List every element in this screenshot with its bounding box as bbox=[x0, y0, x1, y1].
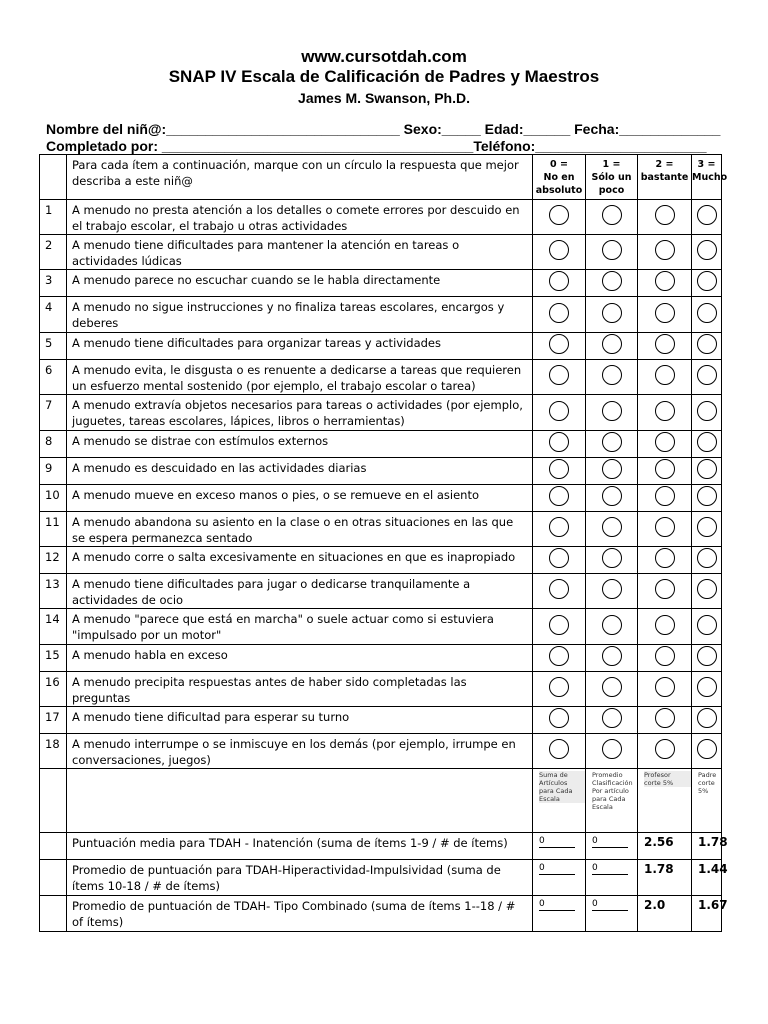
item-row bbox=[40, 485, 722, 512]
item-row bbox=[40, 609, 722, 645]
parent-header-text: Padre corte 5% bbox=[698, 771, 717, 795]
item-row bbox=[40, 431, 722, 458]
answer-circle-3[interactable] bbox=[697, 739, 717, 759]
option-cell bbox=[638, 333, 692, 360]
sum-cell bbox=[533, 896, 586, 932]
option-cell bbox=[533, 512, 586, 547]
item-number: 14 bbox=[40, 609, 67, 645]
scale-header-3 bbox=[692, 155, 728, 200]
option-cell bbox=[533, 707, 586, 734]
answer-circle-0[interactable] bbox=[549, 677, 569, 697]
scale-value: 1 = bbox=[602, 159, 621, 170]
option-cell bbox=[692, 512, 722, 547]
item-text: A menudo precipita respuestas antes de haber sido completadas las preguntas bbox=[67, 672, 533, 707]
avg-cell bbox=[586, 896, 638, 932]
option-cell bbox=[586, 574, 638, 609]
item-text: A menudo abandona su asiento en la clase o en otras situaciones en las que se espera permanezca sentado bbox=[67, 512, 533, 547]
scale-label: Mucho bbox=[692, 172, 728, 183]
item-number: 13 bbox=[40, 574, 67, 609]
option-cell bbox=[692, 297, 722, 333]
parent-cutoff: 1.78 bbox=[692, 833, 722, 860]
parent-cutoff: 1.44 bbox=[692, 860, 722, 896]
option-cell bbox=[533, 609, 586, 645]
item-row bbox=[40, 360, 722, 395]
summary-row bbox=[40, 860, 722, 896]
answer-circle-2[interactable] bbox=[655, 548, 675, 568]
item-text: A menudo parece no escuchar cuando se le habla directamente bbox=[67, 270, 533, 297]
option-cell bbox=[638, 395, 692, 431]
answer-circle-2[interactable] bbox=[655, 432, 675, 452]
option-cell bbox=[533, 574, 586, 609]
answer-circle-1[interactable] bbox=[602, 432, 622, 452]
option-cell bbox=[586, 734, 638, 769]
item-row bbox=[40, 574, 722, 609]
avg-cell bbox=[586, 833, 638, 860]
answer-circle-1[interactable] bbox=[602, 739, 622, 759]
header-row bbox=[40, 155, 722, 200]
item-text: A menudo tiene dificultades para organizar tareas y actividades bbox=[67, 333, 533, 360]
answer-circle-1[interactable] bbox=[602, 517, 622, 537]
answer-circle-0[interactable] bbox=[549, 615, 569, 635]
answer-circle-3[interactable] bbox=[697, 646, 717, 666]
summary-label: Promedio de puntuación para TDAH-Hiperactividad-Impulsividad (suma de ítems 10-18 / # de ítems) bbox=[67, 860, 533, 896]
option-cell bbox=[586, 512, 638, 547]
answer-circle-1[interactable] bbox=[602, 486, 622, 506]
sum-header bbox=[533, 769, 586, 833]
option-cell bbox=[638, 431, 692, 458]
option-cell bbox=[533, 333, 586, 360]
scale-header-0 bbox=[533, 155, 586, 200]
option-cell bbox=[638, 297, 692, 333]
option-cell bbox=[692, 200, 722, 235]
answer-circle-1[interactable] bbox=[602, 646, 622, 666]
option-cell bbox=[692, 609, 722, 645]
answer-circle-3[interactable] bbox=[697, 615, 717, 635]
answer-circle-2[interactable] bbox=[655, 205, 675, 225]
answer-circle-1[interactable] bbox=[602, 205, 622, 225]
option-cell bbox=[586, 200, 638, 235]
scale-header-1 bbox=[586, 155, 638, 200]
avg-cell bbox=[586, 860, 638, 896]
parent-header bbox=[692, 769, 722, 833]
scale-header-2 bbox=[638, 155, 692, 200]
answer-circle-0[interactable] bbox=[549, 303, 569, 323]
answer-circle-1[interactable] bbox=[602, 303, 622, 323]
rating-table bbox=[39, 154, 728, 932]
summary-row bbox=[40, 833, 722, 860]
answer-circle-3[interactable] bbox=[697, 517, 717, 537]
option-cell bbox=[533, 547, 586, 574]
item-text: A menudo no sigue instrucciones y no finaliza tareas escolares, encargos y deberes bbox=[67, 297, 533, 333]
item-number: 7 bbox=[40, 395, 67, 431]
answer-circle-2[interactable] bbox=[655, 646, 675, 666]
answer-circle-3[interactable] bbox=[697, 365, 717, 385]
answer-circle-1[interactable] bbox=[602, 548, 622, 568]
item-text: A menudo extravía objetos necesarios para tareas o actividades (por ejemplo, juguetes, tareas escolares, lápices, libros o herramientas) bbox=[67, 395, 533, 431]
answer-circle-2[interactable] bbox=[655, 486, 675, 506]
sum-field[interactable]: 0 bbox=[539, 835, 575, 848]
option-cell bbox=[638, 200, 692, 235]
answer-circle-1[interactable] bbox=[602, 401, 622, 421]
instruction-text: Para cada ítem a continuación, marque con un círculo la respuesta que mejor describa a este niñ@ bbox=[67, 155, 533, 200]
answer-circle-2[interactable] bbox=[655, 401, 675, 421]
item-row bbox=[40, 458, 722, 485]
teacher-cutoff: 1.78 bbox=[638, 860, 692, 896]
answer-circle-0[interactable] bbox=[549, 240, 569, 260]
item-number: 9 bbox=[40, 458, 67, 485]
answer-circle-2[interactable] bbox=[655, 708, 675, 728]
answer-circle-2[interactable] bbox=[655, 240, 675, 260]
item-number: 1 bbox=[40, 200, 67, 235]
answer-circle-0[interactable] bbox=[549, 271, 569, 291]
option-cell bbox=[692, 360, 722, 395]
option-cell bbox=[586, 431, 638, 458]
empty-cell bbox=[40, 896, 67, 932]
summary-label: Puntuación media para TDAH - Inatención (suma de ítems 1-9 / # de ítems) bbox=[67, 833, 533, 860]
item-row bbox=[40, 395, 722, 431]
answer-circle-0[interactable] bbox=[549, 708, 569, 728]
option-cell bbox=[533, 431, 586, 458]
option-cell bbox=[533, 200, 586, 235]
answer-circle-3[interactable] bbox=[697, 205, 717, 225]
option-cell bbox=[586, 547, 638, 574]
answer-circle-0[interactable] bbox=[549, 517, 569, 537]
option-cell bbox=[586, 333, 638, 360]
scale-label: bastante bbox=[640, 172, 689, 183]
item-text: A menudo interrumpe o se inmiscuye en los demás (por ejemplo, irrumpe en conversaciones, juegos) bbox=[67, 734, 533, 769]
answer-circle-0[interactable] bbox=[549, 548, 569, 568]
item-number: 18 bbox=[40, 734, 67, 769]
option-cell bbox=[692, 645, 722, 672]
option-cell bbox=[692, 333, 722, 360]
item-row bbox=[40, 333, 722, 360]
answer-circle-0[interactable] bbox=[549, 486, 569, 506]
teacher-header-text: Profesor corte 5% bbox=[644, 771, 691, 787]
option-cell bbox=[638, 734, 692, 769]
scale-label: Sólo un poco bbox=[591, 172, 632, 196]
item-text: A menudo se distrae con estímulos externos bbox=[67, 431, 533, 458]
option-cell bbox=[586, 297, 638, 333]
answer-circle-0[interactable] bbox=[549, 459, 569, 479]
item-text: A menudo evita, le disgusta o es renuente a dedicarse a tareas que requieren un esfuerzo mental sostenido (por ejemplo, el trabajo escolar o tarea) bbox=[67, 360, 533, 395]
option-cell bbox=[638, 458, 692, 485]
option-cell bbox=[586, 395, 638, 431]
option-cell bbox=[692, 270, 722, 297]
answer-circle-3[interactable] bbox=[697, 459, 717, 479]
answer-circle-2[interactable] bbox=[655, 303, 675, 323]
teacher-cutoff: 2.56 bbox=[638, 833, 692, 860]
option-cell bbox=[692, 431, 722, 458]
answer-circle-1[interactable] bbox=[602, 459, 622, 479]
item-row bbox=[40, 200, 722, 235]
option-cell bbox=[638, 235, 692, 270]
sum-cell bbox=[533, 860, 586, 896]
form-title: SNAP IV Escala de Calificación de Padres y Maestros bbox=[168, 67, 600, 86]
answer-circle-1[interactable] bbox=[602, 240, 622, 260]
answer-circle-0[interactable] bbox=[549, 401, 569, 421]
item-number: 8 bbox=[40, 431, 67, 458]
option-cell bbox=[586, 360, 638, 395]
item-row bbox=[40, 707, 722, 734]
option-cell bbox=[586, 672, 638, 707]
answer-circle-3[interactable] bbox=[697, 579, 717, 599]
answer-circle-1[interactable] bbox=[602, 615, 622, 635]
author-name: James M. Swanson, Ph.D. bbox=[298, 90, 470, 106]
item-text: A menudo tiene dificultades para mantener la atención en tareas o actividades lúdicas bbox=[67, 235, 533, 270]
option-cell bbox=[533, 297, 586, 333]
item-text: A menudo no presta atención a los detalles o comete errores por descuido en el trabajo escolar, el trabajo u otras actividades bbox=[67, 200, 533, 235]
item-number: 10 bbox=[40, 485, 67, 512]
answer-circle-3[interactable] bbox=[697, 401, 717, 421]
answer-circle-2[interactable] bbox=[655, 365, 675, 385]
item-row bbox=[40, 547, 722, 574]
item-number: 3 bbox=[40, 270, 67, 297]
answer-circle-2[interactable] bbox=[655, 334, 675, 354]
option-cell bbox=[692, 485, 722, 512]
option-cell bbox=[638, 609, 692, 645]
option-cell bbox=[533, 734, 586, 769]
option-cell bbox=[533, 360, 586, 395]
parent-cutoff: 1.67 bbox=[692, 896, 722, 932]
summary-header-row bbox=[40, 769, 722, 833]
option-cell bbox=[533, 235, 586, 270]
item-number: 5 bbox=[40, 333, 67, 360]
sum-cell bbox=[533, 833, 586, 860]
item-row bbox=[40, 297, 722, 333]
answer-circle-3[interactable] bbox=[697, 432, 717, 452]
answer-circle-2[interactable] bbox=[655, 517, 675, 537]
sum-field[interactable]: 0 bbox=[539, 898, 575, 911]
answer-circle-2[interactable] bbox=[655, 271, 675, 291]
answer-circle-0[interactable] bbox=[549, 579, 569, 599]
avg-header bbox=[586, 769, 638, 833]
sum-header-text: Suma de Artículos para Cada Escala bbox=[539, 771, 585, 803]
answer-circle-3[interactable] bbox=[697, 486, 717, 506]
answer-circle-2[interactable] bbox=[655, 615, 675, 635]
answer-circle-2[interactable] bbox=[655, 459, 675, 479]
answer-circle-2[interactable] bbox=[655, 579, 675, 599]
scale-value: 3 = bbox=[697, 159, 716, 170]
option-cell bbox=[638, 672, 692, 707]
answer-circle-1[interactable] bbox=[602, 677, 622, 697]
item-row bbox=[40, 645, 722, 672]
summary-row bbox=[40, 896, 722, 932]
answer-circle-0[interactable] bbox=[549, 739, 569, 759]
answer-circle-1[interactable] bbox=[602, 334, 622, 354]
answer-circle-1[interactable] bbox=[602, 579, 622, 599]
option-cell bbox=[586, 485, 638, 512]
item-row bbox=[40, 734, 722, 769]
child-info-line: Nombre del niñ@:______________________________ Sexo:_____ Edad:______ Fecha:_____________ bbox=[46, 121, 721, 137]
item-text: A menudo tiene dificultad para esperar su turno bbox=[67, 707, 533, 734]
option-cell bbox=[533, 485, 586, 512]
option-cell bbox=[638, 485, 692, 512]
empty-cell bbox=[67, 769, 533, 833]
avg-field[interactable]: 0 bbox=[592, 835, 628, 848]
teacher-cutoff: 2.0 bbox=[638, 896, 692, 932]
option-cell bbox=[638, 360, 692, 395]
option-cell bbox=[586, 707, 638, 734]
item-text: A menudo mueve en exceso manos o pies, o se remueve en el asiento bbox=[67, 485, 533, 512]
option-cell bbox=[692, 707, 722, 734]
answer-circle-1[interactable] bbox=[602, 271, 622, 291]
answer-circle-0[interactable] bbox=[549, 365, 569, 385]
option-cell bbox=[586, 235, 638, 270]
item-number: 17 bbox=[40, 707, 67, 734]
item-text: A menudo habla en exceso bbox=[67, 645, 533, 672]
item-row bbox=[40, 512, 722, 547]
answer-circle-3[interactable] bbox=[697, 677, 717, 697]
item-number: 2 bbox=[40, 235, 67, 270]
summary-label: Promedio de puntuación de TDAH- Tipo Combinado (suma de ítems 1--18 / # of ítems) bbox=[67, 896, 533, 932]
item-number: 15 bbox=[40, 645, 67, 672]
number-header bbox=[40, 155, 67, 200]
item-number: 16 bbox=[40, 672, 67, 707]
option-cell bbox=[533, 395, 586, 431]
option-cell bbox=[638, 707, 692, 734]
avg-header-text: Promedio Clasificación Por artículo para Cada Escala bbox=[592, 771, 633, 811]
answer-circle-3[interactable] bbox=[697, 548, 717, 568]
option-cell bbox=[692, 734, 722, 769]
option-cell bbox=[533, 270, 586, 297]
option-cell bbox=[692, 672, 722, 707]
answer-circle-2[interactable] bbox=[655, 739, 675, 759]
item-text: A menudo corre o salta excesivamente en situaciones en que es inapropiado bbox=[67, 547, 533, 574]
answer-circle-1[interactable] bbox=[602, 365, 622, 385]
answer-circle-3[interactable] bbox=[697, 271, 717, 291]
option-cell bbox=[586, 609, 638, 645]
avg-field[interactable]: 0 bbox=[592, 862, 628, 875]
option-cell bbox=[586, 458, 638, 485]
option-cell bbox=[638, 512, 692, 547]
answer-circle-1[interactable] bbox=[602, 708, 622, 728]
item-number: 6 bbox=[40, 360, 67, 395]
option-cell bbox=[638, 547, 692, 574]
empty-cell bbox=[40, 769, 67, 833]
empty-cell bbox=[40, 860, 67, 896]
option-cell bbox=[638, 645, 692, 672]
item-row bbox=[40, 235, 722, 270]
item-row bbox=[40, 672, 722, 707]
item-number: 11 bbox=[40, 512, 67, 547]
option-cell bbox=[692, 235, 722, 270]
answer-circle-3[interactable] bbox=[697, 708, 717, 728]
avg-field[interactable]: 0 bbox=[592, 898, 628, 911]
option-cell bbox=[533, 645, 586, 672]
item-text: A menudo es descuidado en las actividades diarias bbox=[67, 458, 533, 485]
item-row bbox=[40, 270, 722, 297]
answer-circle-0[interactable] bbox=[549, 432, 569, 452]
option-cell bbox=[692, 547, 722, 574]
answer-circle-0[interactable] bbox=[549, 334, 569, 354]
scale-label: No en absoluto bbox=[535, 172, 583, 196]
option-cell bbox=[692, 458, 722, 485]
answer-circle-0[interactable] bbox=[549, 646, 569, 666]
option-cell bbox=[638, 574, 692, 609]
option-cell bbox=[638, 270, 692, 297]
item-text: A menudo "parece que está en marcha" o suele actuar como si estuviera "impulsado por un motor" bbox=[67, 609, 533, 645]
option-cell bbox=[586, 270, 638, 297]
option-cell bbox=[533, 458, 586, 485]
empty-cell bbox=[40, 833, 67, 860]
scale-value: 0 = bbox=[550, 159, 568, 170]
answer-circle-3[interactable] bbox=[697, 240, 717, 260]
item-text: A menudo tiene dificultades para jugar o dedicarse tranquilamente a actividades de ocio bbox=[67, 574, 533, 609]
answer-circle-3[interactable] bbox=[697, 303, 717, 323]
completed-by-line: Completado por: ________________________________________Teléfono:______________________ bbox=[46, 138, 707, 154]
website-title: www.cursotdah.com bbox=[301, 47, 467, 66]
answer-circle-2[interactable] bbox=[655, 677, 675, 697]
sum-field[interactable]: 0 bbox=[539, 862, 575, 875]
scale-value: 2 = bbox=[655, 159, 674, 170]
option-cell bbox=[586, 645, 638, 672]
teacher-header bbox=[638, 769, 692, 833]
option-cell bbox=[533, 672, 586, 707]
answer-circle-3[interactable] bbox=[697, 334, 717, 354]
item-number: 12 bbox=[40, 547, 67, 574]
option-cell bbox=[692, 574, 722, 609]
option-cell bbox=[692, 395, 722, 431]
answer-circle-0[interactable] bbox=[549, 205, 569, 225]
item-number: 4 bbox=[40, 297, 67, 333]
